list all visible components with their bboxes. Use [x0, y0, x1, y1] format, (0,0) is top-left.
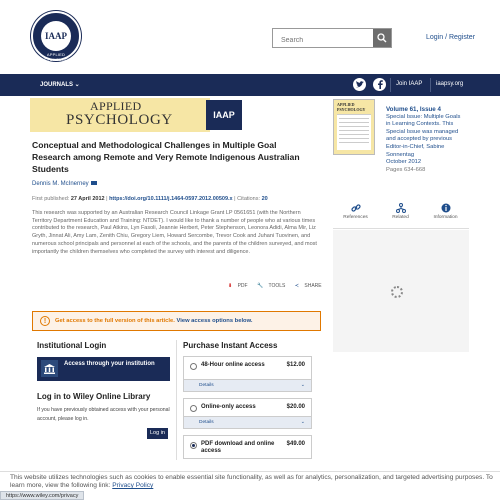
journal-nav-bar	[0, 74, 500, 96]
option-price: $49.00	[286, 441, 305, 447]
purchase-option-48hour[interactable]	[183, 356, 312, 380]
logo-text: IAAP	[41, 21, 71, 51]
banner-line-1: APPLIED	[90, 99, 142, 113]
doi-link[interactable]: https://doi.org/10.1111/j.1464-0597.2012.00509.x	[109, 196, 233, 202]
article-tools	[228, 283, 330, 289]
institution-button-label: Access through your institution	[64, 361, 155, 367]
cookie-text	[10, 474, 500, 490]
tab-related[interactable]	[378, 203, 423, 220]
iaapsy-link[interactable]: iaapsy.org	[436, 81, 464, 87]
chevron-down-icon: ⌄	[300, 419, 305, 425]
banner-line-2: PSYCHOLOGY	[66, 112, 173, 128]
column-divider	[176, 340, 177, 460]
share-button[interactable]	[295, 283, 326, 289]
wrench-icon: 🔧	[256, 283, 264, 289]
tools-button[interactable]	[257, 283, 289, 289]
option-radio[interactable]	[190, 442, 197, 449]
option-radio[interactable]	[190, 363, 197, 370]
share-label: SHARE	[304, 283, 322, 289]
share-icon: ≺	[294, 283, 299, 289]
journal-cover[interactable]	[333, 99, 375, 155]
tab-related-label: Related	[392, 215, 409, 220]
institution-access-button[interactable]	[37, 357, 170, 381]
tools-label: TOOLS	[268, 283, 286, 289]
details-toggle[interactable]	[183, 417, 312, 429]
loading-spinner-icon	[391, 286, 403, 298]
publication-meta: First published: 27 April 2012 | https://doi.org/10.1111/j.1464-0597.2012.00509.x | Citations: 20	[32, 196, 268, 202]
institutional-login-heading: Institutional Login	[37, 341, 107, 350]
nav-divider	[430, 78, 431, 92]
issue-info	[386, 106, 466, 174]
log-in-button[interactable]: Log in	[147, 428, 168, 439]
pdf-label: PDF	[237, 283, 248, 289]
join-iaap-link[interactable]: Join IAAP	[396, 81, 423, 87]
access-prefix: Get access to the full version of this article.	[55, 318, 175, 324]
option-label: PDF download and online access	[201, 441, 275, 454]
option-label: 48-Hour online access	[201, 362, 265, 368]
info-icon: !	[40, 316, 50, 326]
option-label: Online-only access	[201, 404, 256, 410]
search-input[interactable]	[273, 32, 373, 50]
author-link[interactable]: Dennis M. McInerney	[32, 181, 89, 187]
institution-icon	[41, 360, 58, 377]
site-header	[0, 0, 500, 74]
search-box	[272, 28, 392, 48]
volume-link[interactable]: Volume 61, Issue 4	[386, 106, 441, 113]
sidebar-tabs	[333, 199, 469, 229]
search-icon	[377, 33, 387, 43]
details-label: Details	[199, 420, 214, 425]
option-price: $20.00	[286, 404, 305, 410]
acknowledgement-text: This research was supported by an Australian Research Council Linkage Grant LP 0561651 (with the Northern Territory Department Education and Training: NTDET). I would like to thank a number of people who at various times contributed to the research, Paul Atkins, Lyn Fasoli, Jeannie Herbert, Peter Stephenson, Leonora Adidi, Alma Mir, Liz Gryth, Jinnat Ali, Amy Lam, Zenith Chiu, Gregory Liem, Howard Sercombe, Trevor Cook and Juhani Tuovinen, and numerous school principals and personnel at each of the schools, and the parents of the children surveyed, and most importantly the children themselves who completed the survey with interest and diligence.	[32, 210, 317, 255]
network-icon	[396, 203, 406, 213]
issue-pages: Pages 634-668	[386, 166, 426, 173]
details-label: Details	[199, 383, 214, 388]
first-published-date: 27 April 2012	[70, 196, 105, 202]
pdf-button[interactable]	[228, 283, 252, 289]
cover-contents	[337, 114, 371, 150]
issue-date: October 2012	[386, 159, 422, 166]
cover-title: APPLIED PSYCHOLOGY	[337, 102, 366, 112]
citations-label: Citations:	[237, 196, 261, 202]
tab-references-label: References	[343, 215, 368, 220]
purchase-option-pdf[interactable]	[183, 435, 312, 459]
cookie-message: This website utilizes technologies such as cookies to enable essential site functionality, as well as for analytics, personalization, and targeted advertising purposes. To learn more, view the following link:	[10, 474, 493, 490]
access-options-link[interactable]: View access options below.	[176, 318, 253, 324]
option-radio[interactable]	[190, 405, 197, 412]
journals-menu[interactable]: JOURNALS ⌄	[40, 82, 80, 88]
option-price: $12.00	[286, 362, 305, 368]
tab-information[interactable]	[423, 203, 468, 220]
nav-divider	[390, 78, 391, 92]
journal-banner[interactable]	[30, 98, 210, 132]
status-bar-url: https://www.wiley.com/privacy	[0, 491, 84, 500]
search-button[interactable]	[373, 29, 391, 47]
purchase-heading: Purchase Instant Access	[183, 341, 278, 350]
tab-references[interactable]	[333, 203, 378, 220]
banner-iaap-logo: IAAP	[206, 100, 242, 130]
login-register-link[interactable]: Login / Register	[426, 34, 476, 41]
article-title: Conceptual and Methodological Challenges in Multiple Goal Research among Remote and Very Remote Indigenous Australian Students	[32, 140, 300, 175]
iaap-logo[interactable]	[31, 11, 81, 61]
facebook-icon[interactable]	[373, 78, 386, 91]
pdf-icon: ⬇	[228, 283, 233, 289]
email-icon[interactable]	[91, 181, 97, 185]
info-icon	[441, 203, 451, 213]
tab-information-label: Information	[433, 215, 458, 220]
link-icon	[351, 203, 361, 213]
author-line	[32, 181, 97, 187]
citations-link[interactable]: 20	[261, 196, 268, 202]
wiley-login-text: If you have previously obtained access with your personal account, please log in.	[37, 407, 170, 422]
purchase-option-online[interactable]	[183, 398, 312, 417]
first-published-label: First published:	[32, 196, 70, 202]
logo-ring-text: APPLIED PSYCHOLOGY	[40, 52, 71, 62]
special-issue-text: Special Issue: Multiple Goals in Learning Contexts. This Special Issue was managed and accepted by previous Editor-in-Chief, Sabine Sonnentag	[386, 113, 461, 158]
chevron-down-icon: ⌄	[300, 382, 305, 388]
wiley-login-heading: Log in to Wiley Online Library	[37, 392, 151, 401]
privacy-policy-link[interactable]: Privacy Policy	[112, 482, 154, 490]
access-text	[55, 318, 253, 324]
details-toggle[interactable]	[183, 380, 312, 392]
twitter-icon[interactable]	[353, 78, 366, 91]
access-notice	[32, 311, 321, 331]
